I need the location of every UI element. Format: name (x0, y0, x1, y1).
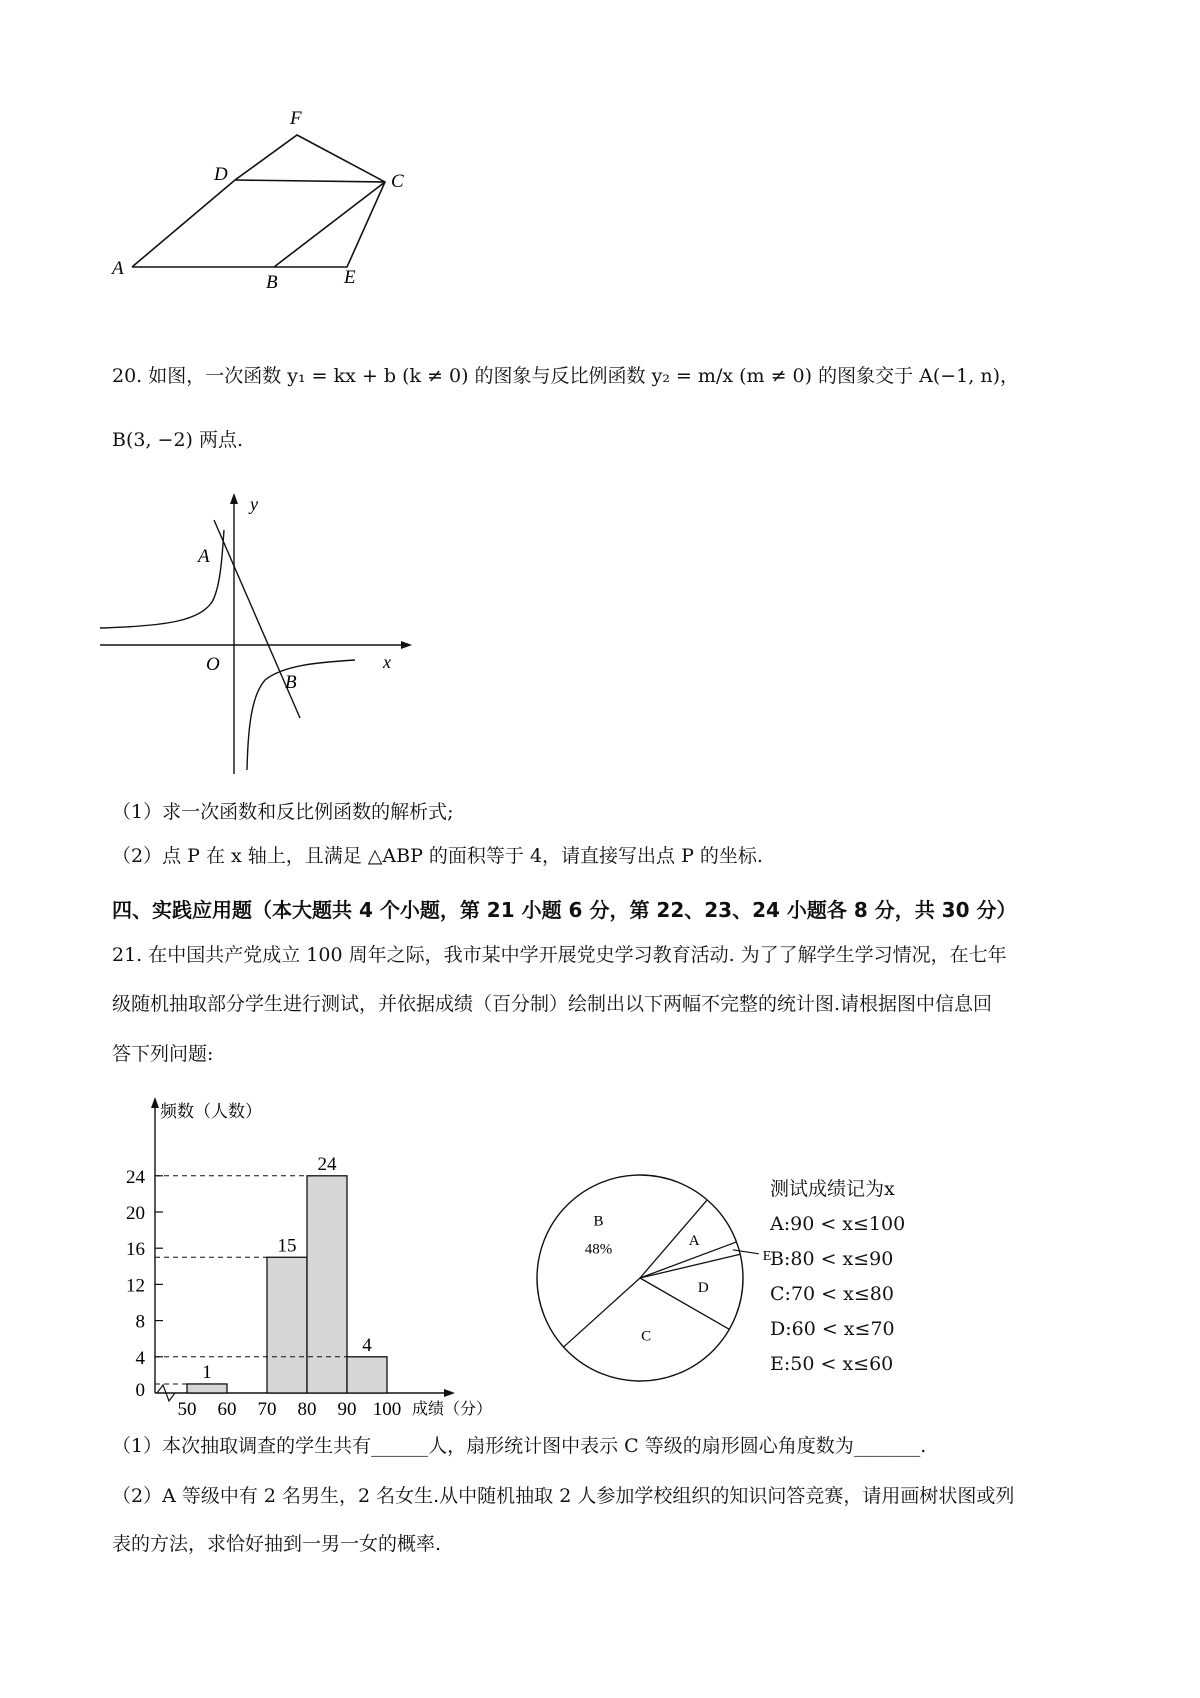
pie-chart (510, 1170, 770, 1400)
bar-value-label: 15 (277, 1235, 297, 1257)
label-F: F (290, 108, 302, 129)
parallelogram-figure (110, 100, 450, 300)
point-A-label: A (198, 546, 210, 567)
section4-heading: 四、实践应用题（本大题共 4 个小题，第 21 小题 6 分，第 22、23、24 小题各 8 分，共 30 分） (112, 898, 1017, 922)
histogram-bar (307, 1176, 347, 1393)
y-tick-label: 16 (126, 1239, 145, 1261)
y-axis-arrow (151, 1097, 159, 1108)
bar-value-label: 1 (202, 1361, 212, 1383)
y-axis-label: 频数（人数） (160, 1102, 262, 1121)
function-graph (100, 490, 420, 780)
pie-label-C: C (641, 1328, 652, 1345)
bar-value-label: 24 (317, 1153, 337, 1175)
pie-legend (770, 1172, 905, 1382)
legend-item-C: C:70 < x≤80 (770, 1283, 894, 1305)
q21-part1: （1）本次抽取调查的学生共有______人，扇形统计图中表示 C 等级的扇形圆心角度数为_______. (112, 1435, 927, 1457)
legend-title: 测试成绩记为x (770, 1178, 895, 1200)
point-B-label: B (285, 672, 297, 693)
y-tick-label: 0 (135, 1380, 145, 1401)
x-tick-label: 100 (372, 1399, 402, 1420)
q20-part1: （1）求一次函数和反比例函数的解析式; (112, 801, 454, 823)
q20-part2: （2）点 P 在 x 轴上，且满足 △ABP 的面积等于 4，请直接写出点 P 的坐标. (112, 845, 763, 867)
bar-value-label: 4 (362, 1334, 372, 1356)
x-tick-label: 80 (297, 1399, 317, 1420)
pie-label-E: E (762, 1248, 772, 1264)
x-tick-label: 90 (337, 1399, 357, 1420)
y-tick-label: 24 (126, 1166, 145, 1188)
y-tick-label: 8 (135, 1311, 145, 1333)
x-tick-label: 50 (177, 1399, 197, 1420)
hyperbola-right-branch (247, 660, 355, 770)
legend-item-A: A:90 < x≤100 (770, 1213, 906, 1235)
legend-item-E: E:50 < x≤60 (770, 1353, 894, 1375)
pie-label-B: B (593, 1213, 604, 1230)
pie-label-A: A (688, 1233, 700, 1250)
q21-line3: 答下列问题: (112, 1043, 214, 1065)
q20-line2: B(3, −2) 两点. (112, 429, 244, 451)
y-tick-label: 20 (126, 1203, 145, 1224)
legend-item-B: B:80 < x≤90 (770, 1248, 894, 1270)
axis-y-label: y (250, 494, 258, 514)
label-B: B (266, 272, 278, 293)
histogram-bar (267, 1257, 307, 1393)
frequency-histogram (110, 1080, 540, 1420)
hyperbola-left-branch (100, 530, 224, 628)
q21-line2: 级随机抽取部分学生进行测试，并依据成绩（百分制）绘制出以下两幅不完整的统计图.请根据图中信息回 (112, 993, 993, 1015)
pie-label-D: D (697, 1280, 709, 1297)
label-A: A (112, 258, 124, 279)
y-tick-label: 4 (135, 1347, 145, 1369)
label-E: E (344, 267, 356, 288)
y-tick-label: 12 (126, 1275, 145, 1297)
label-C: C (391, 171, 404, 192)
x-tick-label: 60 (217, 1399, 237, 1420)
x-axis-label: 成绩（分） (412, 1401, 493, 1418)
q21-part2-line2: 表的方法，求恰好抽到一男一女的概率. (112, 1533, 442, 1555)
histogram-bar (347, 1357, 387, 1393)
q21-line1: 21. 在中国共产党成立 100 周年之际，我市某中学开展党史学习教育活动. 为了了解学生学习情况，在七年 (112, 944, 1007, 966)
q20-line1: 20. 如图，一次函数 y₁ = kx + b (k ≠ 0) 的图象与反比例函数 y₂ = m/x (m ≠ 0) 的图象交于 A(−1, n)， (112, 365, 1019, 387)
axis-x-label: x (383, 652, 391, 672)
x-axis-arrow (444, 1389, 455, 1397)
pie-percent-B: 48% (584, 1241, 613, 1258)
label-D: D (214, 164, 228, 185)
histogram-bar (187, 1384, 227, 1393)
origin-label: O (206, 654, 220, 675)
q21-part2-line1: （2）A 等级中有 2 名男生，2 名女生.从中随机抽取 2 人参加学校组织的知识问答竞赛，请用画树状图或列 (112, 1485, 1015, 1507)
legend-item-D: D:60 < x≤70 (770, 1318, 895, 1340)
figure-lines (132, 135, 385, 267)
x-tick-label: 70 (257, 1399, 277, 1420)
